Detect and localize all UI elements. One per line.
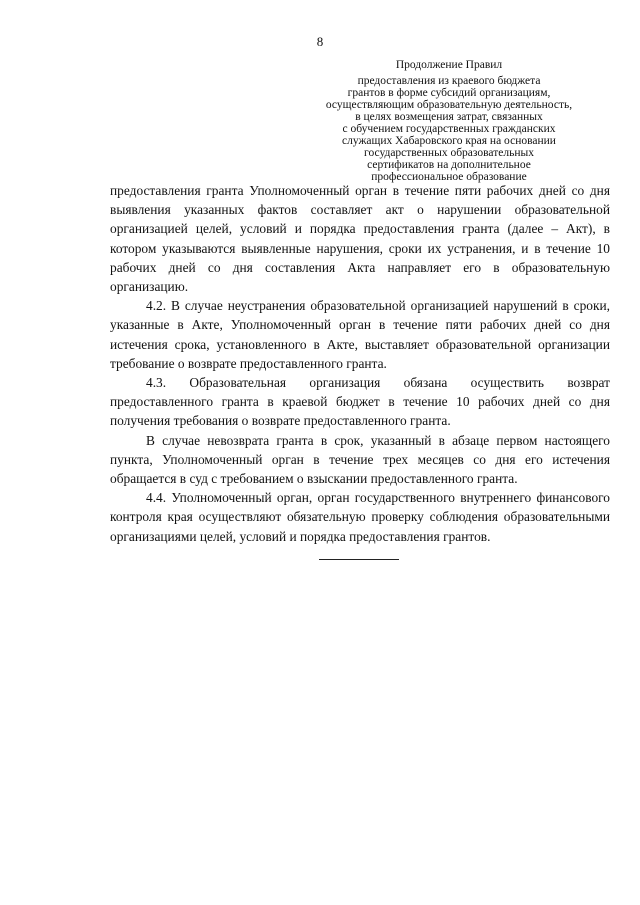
header-line: грантов в форме субсидий организациям, [347, 87, 551, 99]
header-line: профессиональное образование [371, 171, 527, 183]
paragraph-continuation: предоставления гранта Уполномоченный орган в течение пяти рабочих дней со дня выявления указанных фактов составляет акт о нарушении образовательной организацией целей, условий и порядка предоставления гранта (далее – Акт), в котором указываются выявленные нарушения, сроки их устранения, и в течение 10 рабочих дней со дня составления Акта направляет его в образовательную организацию. [110, 183, 610, 295]
header-line: осуществляющим образовательную деятельность, [325, 99, 573, 111]
paragraph-4-4: 4.4. Уполномоченный орган, орган государственного внутреннего финансового контроля края осуществляют обязательную проверку соблюдения образовательными организациями целей, условий и порядка предоставления грантов. [110, 490, 610, 544]
header-line: с обучением государственных гражданских [342, 123, 556, 135]
page-number: 8 [316, 34, 324, 49]
continuation-label: Продолжение Правил [395, 59, 503, 71]
header-line: в целях возмещения затрат, связанных [355, 111, 543, 123]
paragraph-4-3-refund-failure: В случае невозврата гранта в срок, указанный в абзаце первом настоящего пункта, Уполномоченный орган в течение трех месяцев со дня его истечения обращается в суд с требованием о взыскании предоставленного гранта. [110, 432, 610, 487]
paragraph-4-2: 4.2. В случае неустранения образовательной организацией нарушений в сроки, указанные в Акте, Уполномоченный орган в течение пяти рабочих дней со дня истечения срока, установленного в Акте, выставляет образовательной организации требование о возврате предоставленного гранта. [110, 298, 610, 371]
paragraph-4-3: 4.3. Образовательная организация обязана осуществить возврат предоставленного гранта в краевой бюджет в течение 10 рабочих дней со дня получения требования о возврате предоставленного гранта. [110, 375, 610, 429]
rules-continuation-header [318, 59, 580, 183]
document-body [110, 181, 610, 546]
header-line: сертификатов на дополнительное [367, 159, 531, 171]
header-line: государственных образовательных [364, 147, 534, 159]
header-line: предоставления из краевого бюджета [357, 75, 541, 87]
end-of-document-rule [319, 559, 399, 560]
header-line: служащих Хабаровского края на основании [342, 135, 556, 147]
